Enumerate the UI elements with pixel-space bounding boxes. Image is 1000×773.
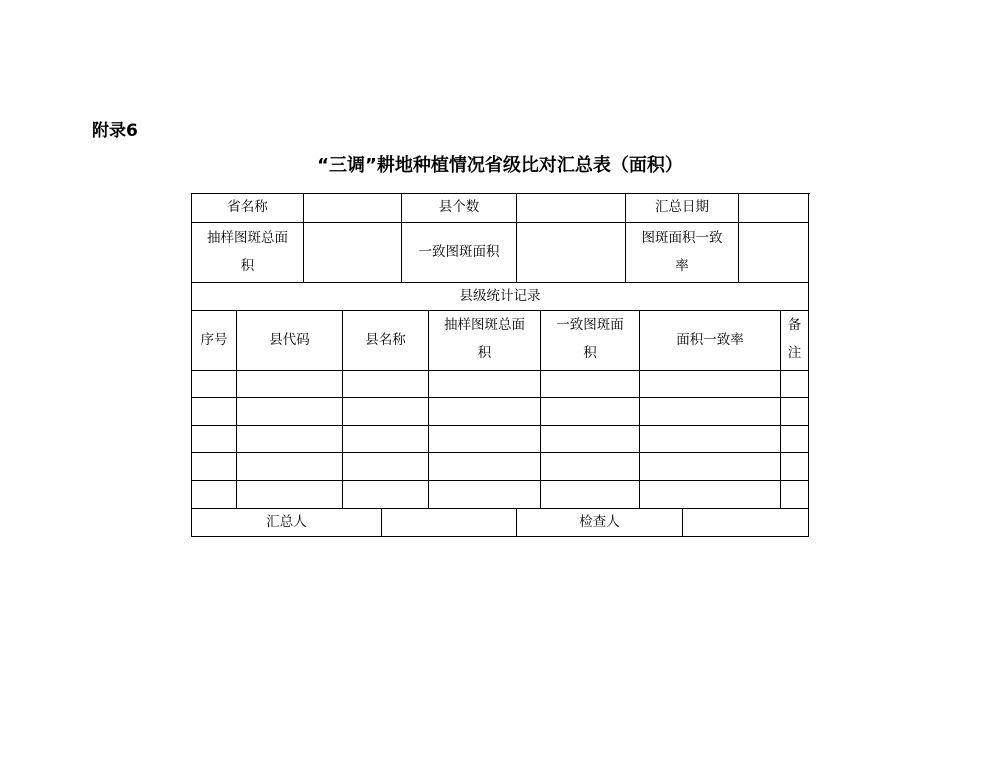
area-rate-cell[interactable] <box>640 426 781 453</box>
column-seq: 序号 <box>192 310 237 371</box>
county-count-label: 县个数 <box>402 194 517 223</box>
consistency-rate-value[interactable] <box>739 223 809 283</box>
sample-area-label <box>192 223 304 283</box>
county-name-cell[interactable] <box>343 426 429 453</box>
county-count-value[interactable] <box>517 194 626 223</box>
province-name-value[interactable] <box>304 194 402 223</box>
county-code-cell[interactable] <box>237 426 343 453</box>
consistent-area-cell[interactable] <box>541 426 640 453</box>
column-county-name: 县名称 <box>343 310 429 371</box>
sample-area-cell[interactable] <box>429 426 541 453</box>
inspector-value[interactable] <box>683 509 809 537</box>
table-row <box>192 398 810 426</box>
column-sample-area <box>429 310 541 371</box>
consistent-area-value[interactable] <box>517 223 626 283</box>
area-rate-cell[interactable] <box>640 398 781 426</box>
seq-cell[interactable] <box>192 453 237 481</box>
remark-cell[interactable] <box>781 426 809 453</box>
table-row <box>192 371 810 398</box>
area-rate-cell[interactable] <box>640 371 781 398</box>
seq-cell[interactable] <box>192 481 237 509</box>
appendix-label: 附录6 <box>92 121 138 141</box>
area-rate-cell[interactable] <box>640 481 781 509</box>
remark-cell[interactable] <box>781 453 809 481</box>
remark-cell[interactable] <box>781 481 809 509</box>
seq-cell[interactable] <box>192 426 237 453</box>
sample-area-cell[interactable] <box>429 453 541 481</box>
column-header-row <box>192 310 810 371</box>
table-row <box>192 453 810 481</box>
sample-area-label-line1: 抽样图斑总面 <box>207 230 288 246</box>
county-name-cell[interactable] <box>343 398 429 426</box>
consistency-rate-label-line2: 率 <box>675 258 689 274</box>
consistency-rate-label-line1: 图斑面积一致 <box>641 230 723 246</box>
consistent-area-cell[interactable] <box>541 398 640 426</box>
consistent-area-cell[interactable] <box>541 371 640 398</box>
section-title: 县级统计记录 <box>192 283 809 311</box>
county-code-cell[interactable] <box>237 371 343 398</box>
column-remark-line2: 注 <box>787 345 802 361</box>
county-code-cell[interactable] <box>237 481 343 509</box>
sample-area-cell[interactable] <box>429 398 541 426</box>
column-sample-area-line1: 抽样图斑总面 <box>444 317 525 333</box>
table-row <box>192 481 810 509</box>
county-name-cell[interactable] <box>343 481 429 509</box>
county-records-table <box>191 310 810 537</box>
table-row <box>192 426 810 453</box>
county-code-cell[interactable] <box>237 398 343 426</box>
column-consistent-area-line2: 积 <box>583 345 597 361</box>
summary-header-table <box>191 193 810 311</box>
table-title: “三调”耕地种植情况省级比对汇总表（面积） <box>317 155 683 176</box>
county-code-cell[interactable] <box>237 453 343 481</box>
sample-area-cell[interactable] <box>429 481 541 509</box>
county-name-cell[interactable] <box>343 371 429 398</box>
seq-cell[interactable] <box>192 371 237 398</box>
column-remark-line1: 备 <box>787 317 802 333</box>
column-consistent-area <box>541 310 640 371</box>
column-consistent-area-line1: 一致图斑面 <box>556 317 624 333</box>
summarizer-value[interactable] <box>382 509 517 537</box>
consistent-area-cell[interactable] <box>541 453 640 481</box>
seq-cell[interactable] <box>192 398 237 426</box>
county-name-cell[interactable] <box>343 453 429 481</box>
consistent-area-label: 一致图斑面积 <box>402 223 517 283</box>
footer-row <box>192 509 810 537</box>
column-remark <box>781 310 809 371</box>
sample-area-cell[interactable] <box>429 371 541 398</box>
consistency-rate-label <box>626 223 739 283</box>
remark-cell[interactable] <box>781 371 809 398</box>
column-county-code: 县代码 <box>237 310 343 371</box>
province-name-label: 省名称 <box>192 194 304 223</box>
sample-area-label-line2: 积 <box>240 258 255 274</box>
sample-area-value[interactable] <box>304 223 402 283</box>
summarizer-label: 汇总人 <box>192 509 382 537</box>
column-sample-area-line2: 积 <box>477 345 492 361</box>
inspector-label: 检查人 <box>517 509 683 537</box>
summary-date-value[interactable] <box>739 194 809 223</box>
area-rate-cell[interactable] <box>640 453 781 481</box>
remark-cell[interactable] <box>781 398 809 426</box>
column-area-rate: 面积一致率 <box>640 310 781 371</box>
summary-date-label: 汇总日期 <box>626 194 739 223</box>
consistent-area-cell[interactable] <box>541 481 640 509</box>
